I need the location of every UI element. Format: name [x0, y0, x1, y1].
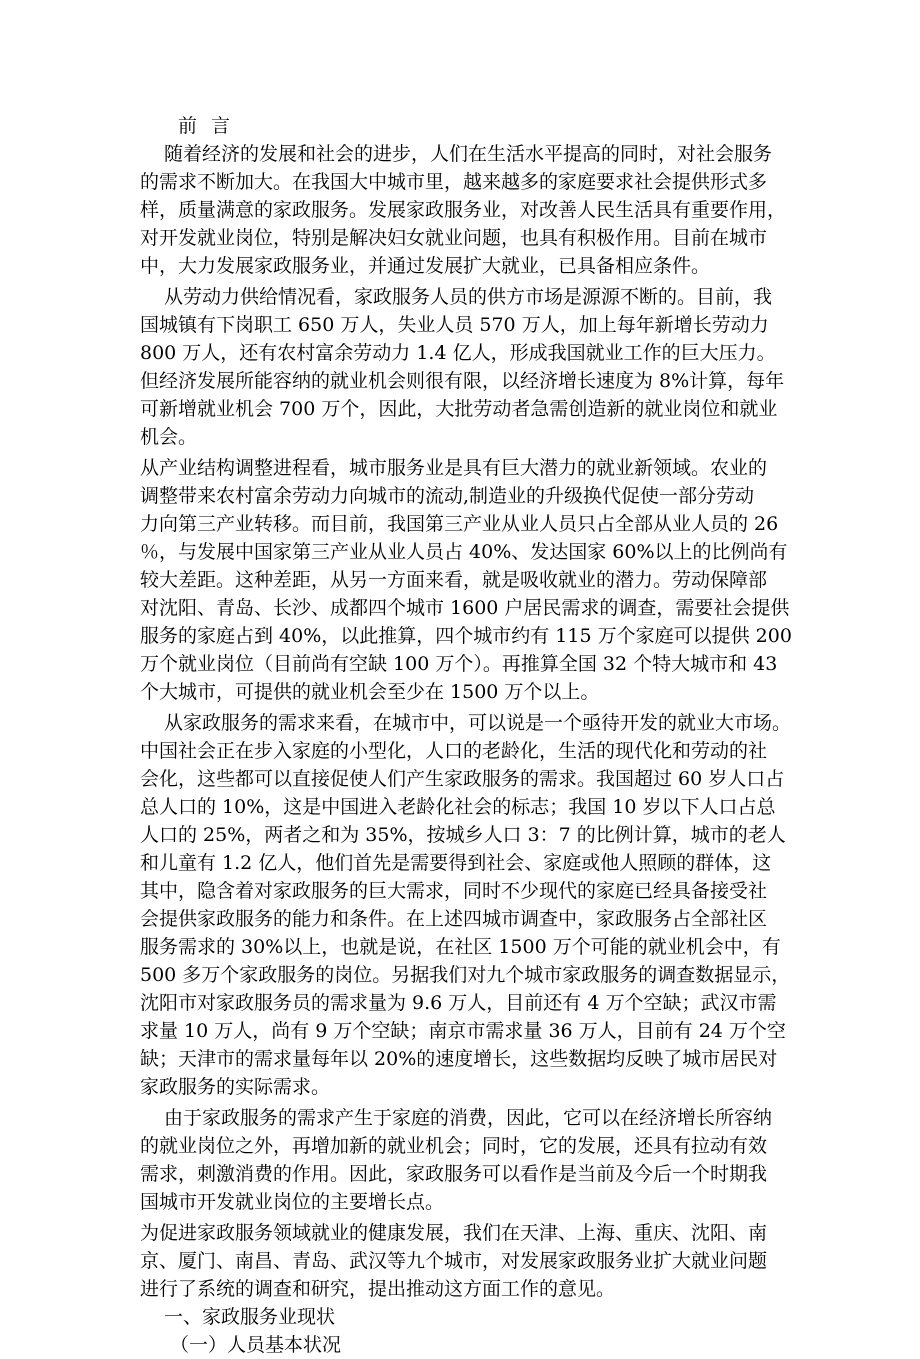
paragraph-line: 中国社会正在步入家庭的小型化，人口的老龄化，生活的现代化和劳动的社	[140, 740, 768, 762]
paragraph	[140, 283, 785, 451]
paragraph-line: 中，大力发展家政服务业，并通过发展扩大就业，已具备相应条件。	[140, 255, 711, 277]
paragraph-line: 个大城市，可提供的就业机会至少在 1500 万个以上。	[140, 681, 600, 703]
paragraph-line: 可新增就业机会 700 万个，因此，大批劳动者急需创造新的就业岗位和就业	[140, 398, 778, 420]
paragraph-line: 调整带来农村富余劳动力向城市的流动,制造业的升级换代促使一部分劳动	[140, 485, 755, 507]
paragraph-container	[140, 140, 792, 1303]
paragraph-line: 服务需求的 30%以上，也就是说，在社区 1500 万个可能的就业机会中，有	[140, 936, 781, 958]
paragraph-line: 从劳动力供给情况看，家政服务人员的供方市场是源源不断的。目前，我	[164, 286, 773, 308]
paragraph-line: 京、厦门、南昌、青岛、武汉等九个城市，对发展家政服务业扩大就业问题	[140, 1250, 768, 1272]
paragraph-line: 万个就业岗位（目前尚有空缺 100 万个）。再推算全国 32 个特大城市和 43	[140, 653, 778, 675]
paragraph-line: 国城镇有下岗职工 650 万人，失业人员 570 万人，加上每年新增长劳动力	[140, 314, 769, 336]
paragraph-line: 人口的 25%，两者之和为 35%，按城乡人口 3：7 的比例计算，城市的老人	[140, 824, 786, 846]
paragraph-line: 进行了系统的调查和研究，提出推动这方面工作的意见。	[140, 1278, 616, 1300]
paragraph-line: 总人口的 10%，这是中国进入老龄化社会的标志；我国 10 岁以下人口占总	[140, 796, 776, 818]
paragraph-line: 力向第三产业转移。而目前，我国第三产业从业人员只占全部从业人员的 26	[140, 513, 779, 535]
paragraph-line: 缺；天津市的需求量每年以 20%的速度增长，这些数据均反映了城市居民对	[140, 1048, 778, 1070]
paragraph-line: 500 多万个家政服务的岗位。另据我们对九个城市家政服务的调查数据显示，	[140, 964, 791, 986]
paragraph-line: 会化，这些都可以直接促使人们产生家政服务的需求。我国超过 60 岁人口占	[140, 768, 785, 790]
paragraph	[140, 454, 792, 706]
paragraph-line: 800 万人，还有农村富余劳动力 1.4 亿人，形成我国就业工作的巨大压力。	[140, 342, 776, 364]
paragraph-line: 沈阳市对家政服务员的需求量为 9.6 万人，目前还有 4 万个空缺；武汉市需	[140, 992, 777, 1014]
paragraph-line: 和儿童有 1.2 亿人，他们首先是需要得到社会、家庭或他人照顾的群体，这	[140, 852, 772, 874]
paragraph-line: 家政服务的实际需求。	[140, 1076, 331, 1098]
paragraph-line: ％，与发展中国家第三产业从业人员占 40%、发达国家 60%以上的比例尚有	[140, 541, 788, 563]
paragraph-line: 由于家政服务的需求产生于家庭的消费，因此，它可以在经济增长所容纳	[164, 1107, 773, 1129]
paragraph-line: 从家政服务的需求来看，在城市中，可以说是一个亟待开发的就业大市场。	[164, 712, 792, 734]
paragraph-line: 为促进家政服务领域就业的健康发展，我们在天津、上海、重庆、沈阳、南	[140, 1222, 768, 1244]
paragraph	[140, 140, 787, 280]
section-heading: 一、家政服务业现状	[164, 1306, 336, 1328]
subsection-heading: （一）人员基本状况	[170, 1334, 342, 1356]
paragraph-line: 的就业岗位之外，再增加新的就业机会；同时，它的发展，还具有拉动有效	[140, 1135, 768, 1157]
paragraph-line: 样，质量满意的家政服务。发展家政服务业，对改善人民生活具有重要作用，	[140, 199, 787, 221]
paragraph	[140, 1104, 780, 1216]
paragraph-line: 随着经济的发展和社会的进步，人们在生活水平提高的同时，对社会服务	[164, 143, 773, 165]
paragraph-line: 从产业结构调整进程看，城市服务业是具有巨大潜力的就业新领域。农业的	[140, 457, 768, 479]
paragraph-line: 需求，刺激消费的作用。因此，家政服务可以看作是当前及今后一个时期我	[140, 1163, 768, 1185]
paragraph-line: 机会。	[140, 426, 198, 448]
paragraph-line: 较大差距。这种差距，从另一方面来看，就是吸收就业的潜力。劳动保障部	[140, 569, 768, 591]
document-heading: 前 言	[178, 115, 235, 137]
paragraph	[140, 709, 792, 1101]
paragraph-line: 会提供家政服务的能力和条件。在上述四城市调查中，家政服务占全部社区	[140, 908, 768, 930]
document-body	[140, 112, 792, 1359]
paragraph-line: 对开发就业岗位，特别是解决妇女就业问题，也具有积极作用。目前在城市	[140, 227, 768, 249]
paragraph-line: 对沈阳、青岛、长沙、成都四个城市 1600 户居民需求的调查，需要社会提供	[140, 597, 790, 619]
paragraph-line: 但经济发展所能容纳的就业机会则很有限，以经济增长速度为 8%计算，每年	[140, 370, 785, 392]
paragraph	[140, 1219, 780, 1303]
paragraph-line: 的需求不断加大。在我国大中城市里，越来越多的家庭要求社会提供形式多	[140, 171, 768, 193]
paragraph-line: 国城市开发就业岗位的主要增长点。	[140, 1191, 445, 1213]
paragraph-line: 求量 10 万人，尚有 9 万个空缺；南京市需求量 36 万人，目前有 24 万个空	[140, 1020, 786, 1042]
paragraph-line: 服务的家庭占到 40%，以此推算，四个城市约有 115 万个家庭可以提供 200	[140, 625, 792, 647]
paragraph-line: 其中，隐含着对家政服务的巨大需求，同时不少现代的家庭已经具备接受社	[140, 880, 768, 902]
